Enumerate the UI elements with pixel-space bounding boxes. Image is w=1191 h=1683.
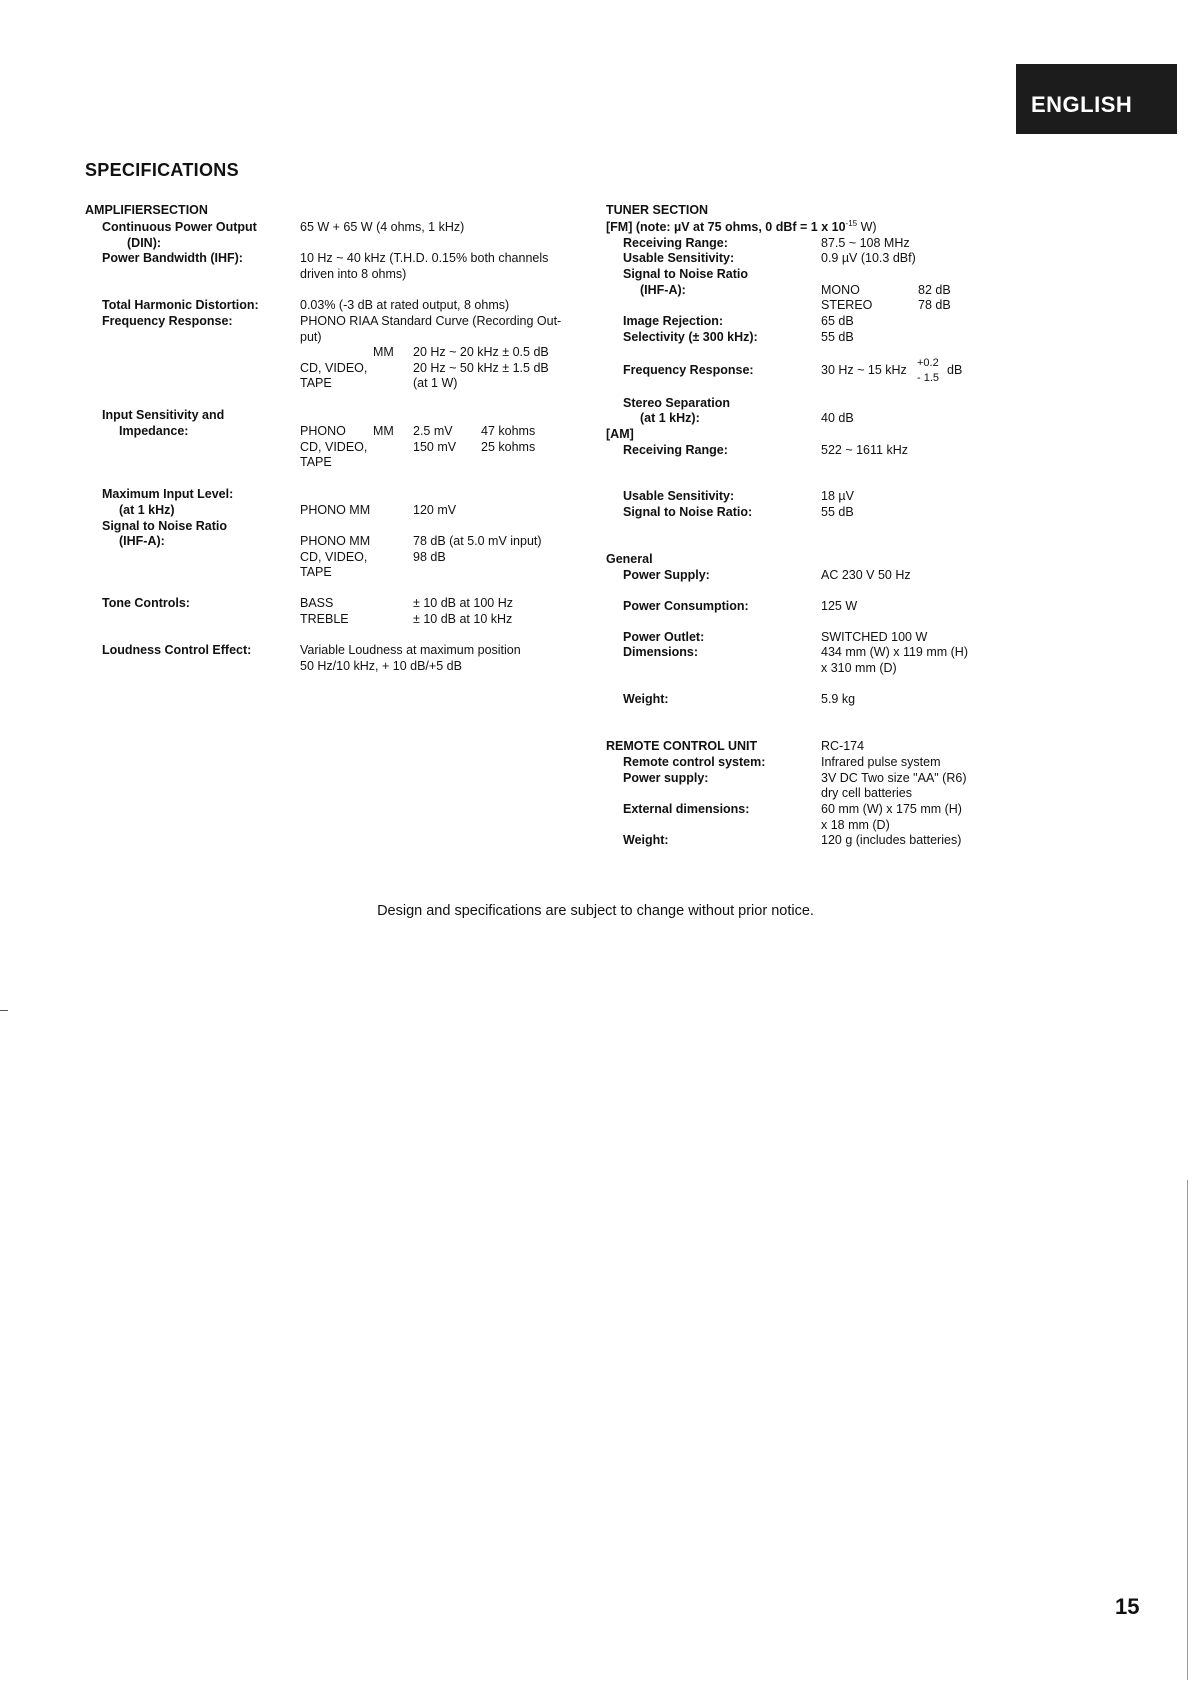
spec-label: Frequency Response: — [623, 363, 754, 377]
spec-label: Loudness Control Effect: — [102, 643, 252, 657]
spec-sublabel: PHONO MM — [300, 534, 371, 548]
spec-sublabel: TREBLE — [300, 612, 349, 626]
fm-note-end: W) — [857, 220, 877, 234]
spec-value: (at 1 W) — [413, 376, 458, 390]
spec-value: 18 µV — [821, 489, 854, 503]
spec-label: Dimensions: — [623, 645, 699, 659]
spec-sublabel: CD, VIDEO, — [300, 361, 368, 375]
spec-value: ± 10 dB at 100 Hz — [413, 596, 513, 610]
spec-label: (IHF-A): — [640, 283, 686, 297]
spec-value: 5.9 kg — [821, 692, 856, 706]
spec-label: Power supply: — [623, 771, 709, 785]
fm-note — [606, 220, 877, 236]
spec-sublabel: MM — [373, 424, 394, 438]
spec-label: Power Consumption: — [623, 599, 749, 613]
spec-value: 120 mV — [413, 503, 457, 517]
language-tab: ENGLISH — [1016, 64, 1177, 134]
spec-sublabel: CD, VIDEO, — [300, 550, 368, 564]
spec-value: PHONO RIAA Standard Curve (Recording Out- — [300, 314, 562, 328]
spec-label: Maximum Input Level: — [102, 487, 234, 501]
spec-label: Signal to Noise Ratio — [623, 267, 749, 281]
spec-sublabel: PHONO MM — [300, 503, 371, 517]
spec-label: Weight: — [623, 692, 669, 706]
spec-value: SWITCHED 100 W — [821, 630, 928, 644]
margin-mark — [0, 1010, 8, 1011]
spec-sublabel: TAPE — [300, 376, 332, 390]
spec-value: 78 dB (at 5.0 mV input) — [413, 534, 542, 548]
spec-value: 60 mm (W) x 175 mm (H) — [821, 802, 962, 816]
spec-label: Selectivity (± 300 kHz): — [623, 330, 758, 344]
spec-label: Image Rejection: — [623, 314, 724, 328]
tuner-section-heading: TUNER SECTION — [606, 203, 709, 217]
spec-value: 25 kohms — [481, 440, 536, 454]
spec-value: dry cell batteries — [821, 786, 913, 800]
spec-value: 3V DC Two size "AA" (R6) — [821, 771, 967, 785]
spec-label: (at 1 kHz): — [640, 411, 700, 425]
spec-sublabel: TAPE — [300, 455, 332, 469]
amplifier-section-heading: AMPLIFIERSECTION — [85, 203, 208, 217]
spec-value: 522 ~ 1611 kHz — [821, 443, 908, 457]
spec-value: 82 dB — [918, 283, 951, 297]
spec-label: (at 1 kHz) — [119, 503, 175, 517]
spec-label: Input Sensitivity and — [102, 408, 225, 422]
spec-unit: dB — [947, 363, 963, 377]
spec-value: 47 kohms — [481, 424, 536, 438]
spec-label: Signal to Noise Ratio: — [623, 505, 753, 519]
spec-label: Power Bandwidth (IHF): — [102, 251, 243, 265]
spec-value: 125 W — [821, 599, 858, 613]
spec-value: 30 Hz ~ 15 kHz — [821, 363, 907, 377]
spec-value: 10 Hz ~ 40 kHz (T.H.D. 0.15% both channels — [300, 251, 549, 265]
general-heading: General — [606, 552, 653, 566]
spec-value: 434 mm (W) x 119 mm (H) — [821, 645, 968, 659]
spec-label: Impedance: — [119, 424, 189, 438]
tolerance-plus: +0.2 — [917, 357, 939, 369]
spec-value: x 310 mm (D) — [821, 661, 897, 675]
edge-rule — [1187, 1180, 1188, 1680]
spec-label: Remote control system: — [623, 755, 766, 769]
spec-value: Infrared pulse system — [821, 755, 941, 769]
spec-value: 78 dB — [918, 298, 951, 312]
spec-value: put) — [300, 330, 322, 344]
spec-value: 55 dB — [821, 505, 854, 519]
spec-label: Signal to Noise Ratio — [102, 519, 228, 533]
spec-label: Power Supply: — [623, 568, 710, 582]
spec-sublabel: CD, VIDEO, — [300, 440, 368, 454]
spec-value: 40 dB — [821, 411, 854, 425]
fm-note-exponent: -15 — [845, 219, 858, 228]
spec-label: Stereo Separation — [623, 396, 730, 410]
remote-model: RC-174 — [821, 739, 865, 753]
spec-label: Receiving Range: — [623, 443, 728, 457]
spec-label: Power Outlet: — [623, 630, 705, 644]
spec-value: 150 mV — [413, 440, 457, 454]
change-notice: Design and specifications are subject to change without prior notice. — [377, 903, 814, 919]
spec-value: ± 10 dB at 10 kHz — [413, 612, 513, 626]
am-heading: [AM] — [606, 427, 634, 441]
spec-label: Total Harmonic Distortion: — [102, 298, 259, 312]
spec-value: 55 dB — [821, 330, 854, 344]
spec-label: Receiving Range: — [623, 236, 728, 250]
spec-value: 65 dB — [821, 314, 854, 328]
spec-value: 0.9 µV (10.3 dBf) — [821, 251, 916, 265]
spec-label: Continuous Power Output — [102, 220, 257, 234]
spec-sublabel: STEREO — [821, 298, 873, 312]
spec-value: x 18 mm (D) — [821, 818, 890, 832]
spec-value: 87.5 ~ 108 MHz — [821, 236, 910, 250]
spec-sublabel: MM — [373, 345, 394, 359]
spec-label: (DIN): — [127, 236, 162, 250]
spec-sublabel: PHONO — [300, 424, 346, 438]
spec-label: Weight: — [623, 833, 669, 847]
tolerance-minus: - 1.5 — [917, 372, 940, 384]
page-number: 15 — [1115, 1594, 1140, 1619]
remote-heading: REMOTE CONTROL UNIT — [606, 739, 758, 753]
spec-value: 2.5 mV — [413, 424, 453, 438]
fm-note-text: [FM] (note: µV at 75 ohms, 0 dBf = 1 x 10 — [606, 220, 846, 234]
spec-label: Tone Controls: — [102, 596, 190, 610]
spec-label: Frequency Response: — [102, 314, 233, 328]
spec-sublabel: TAPE — [300, 565, 332, 579]
spec-sublabel: BASS — [300, 596, 334, 610]
spec-value: 98 dB — [413, 550, 446, 564]
spec-value: 20 Hz ~ 20 kHz ± 0.5 dB — [413, 345, 549, 359]
spec-value: Variable Loudness at maximum position — [300, 643, 521, 657]
spec-value: 120 g (includes batteries) — [821, 833, 962, 847]
spec-value: 65 W + 65 W (4 ohms, 1 kHz) — [300, 220, 465, 234]
spec-label: Usable Sensitivity: — [623, 489, 735, 503]
spec-value: driven into 8 ohms) — [300, 267, 407, 281]
spec-value: 20 Hz ~ 50 kHz ± 1.5 dB — [413, 361, 549, 375]
spec-sublabel: MONO — [821, 283, 860, 297]
spec-value: 0.03% (-3 dB at rated output, 8 ohms) — [300, 298, 510, 312]
spec-value: AC 230 V 50 Hz — [821, 568, 911, 582]
spec-label: External dimensions: — [623, 802, 750, 816]
spec-value: 50 Hz/10 kHz, + 10 dB/+5 dB — [300, 659, 462, 673]
spec-label: Usable Sensitivity: — [623, 251, 735, 265]
spec-label: (IHF-A): — [119, 534, 165, 548]
page-title: SPECIFICATIONS — [85, 160, 239, 180]
